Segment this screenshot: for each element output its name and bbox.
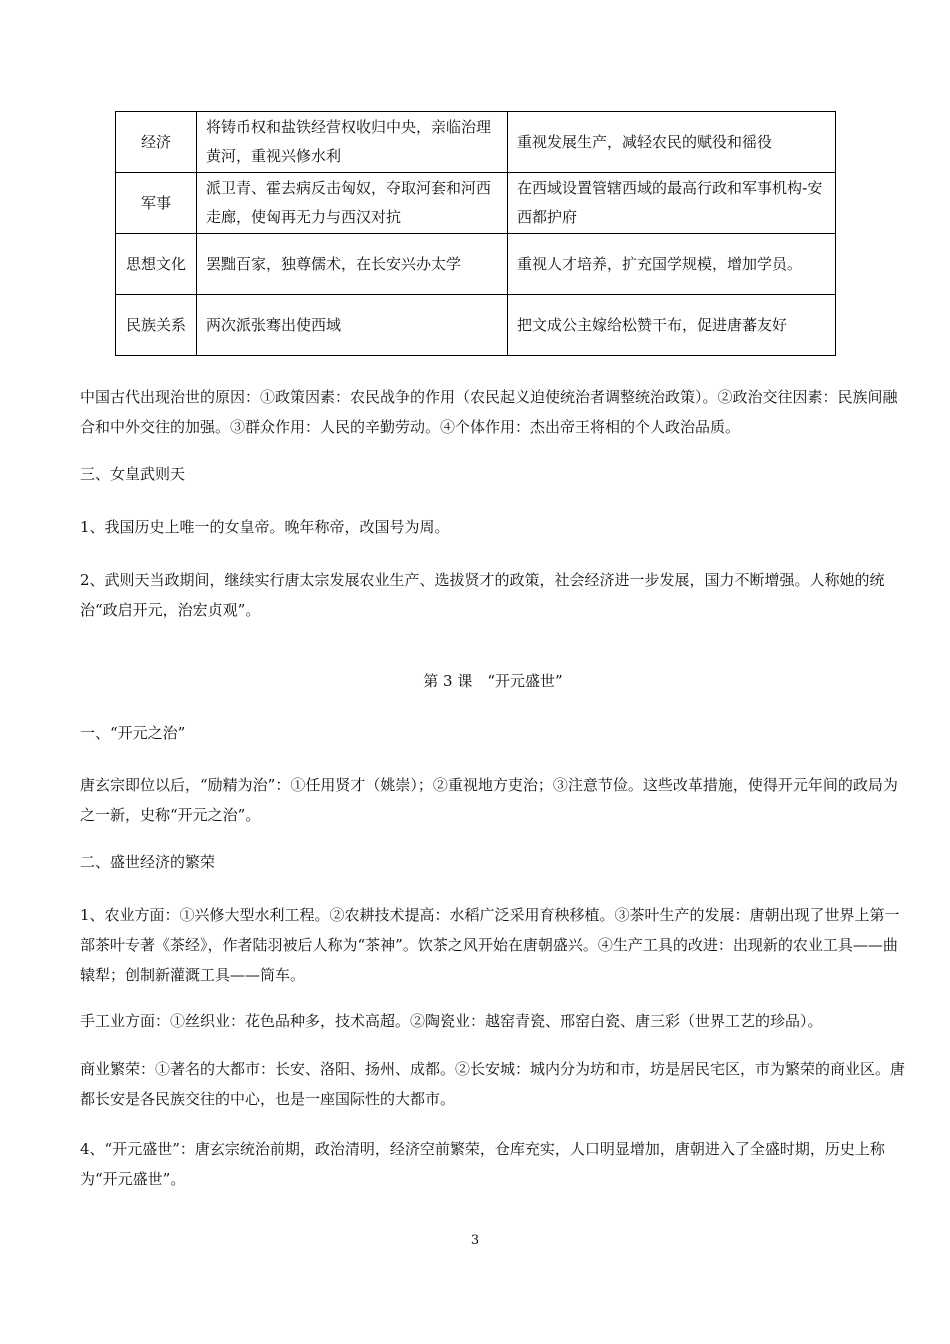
row-right-cell: 把文成公主嫁给松赞干布，促进唐蕃友好 (508, 295, 836, 356)
row-right-cell: 在西域设置管辖西域的最高行政和军事机构-安西都护府 (508, 173, 836, 234)
paragraph-wuzetian-2: 2、武则天当政期间，继续实行唐太宗发展农业生产、选拔贤才的政策，社会经济进一步发展，国力不断增强。人称她的统治“政启开元，治宏贞观”。 (80, 571, 885, 619)
table-row (116, 112, 836, 173)
row-right-cell: 重视人才培养，扩充国学规模，增加学员。 (508, 234, 836, 295)
row-left-cell: 罢黜百家，独尊儒术，在长安兴办太学 (197, 234, 508, 295)
section-heading-kaiyuan: 一、“开元之治” (80, 724, 186, 742)
lesson-title: 第 3 课 “开元盛世” (423, 672, 563, 690)
paragraph-agriculture: 1、农业方面：①兴修大型水利工程。②农耕技术提高：水稻广泛采用育秧移植。③茶叶生产的发展：唐朝出现了世界上第一部茶叶专著《茶经》，作者陆羽被后人称为“茶神”。饮茶之风开始在唐朝盛兴。④生产工具的改进：出现新的农业工具——曲辕犁；创制新灌溉工具——筒车。 (80, 906, 900, 984)
table-row (116, 295, 836, 356)
paragraph-kaiyuan-prosperity: 4、“开元盛世”：唐玄宗统治前期，政治清明，经济空前繁荣，仓库充实，人口明显增加，唐朝进入了全盛时期，历史上称为“开元盛世”。 (80, 1140, 885, 1188)
paragraph-kaiyuan: 唐玄宗即位以后，“励精为治”：①任用贤才（姚崇）；②重视地方吏治；③注意节俭。这些改革措施，使得开元年间的政局为之一新，史称“开元之治”。 (80, 776, 898, 824)
row-category: 经济 (116, 112, 197, 173)
paragraph-handicraft: 手工业方面：①丝织业：花色品种多，技术高超。②陶瓷业：越窑青瓷、邢窑白瓷、唐三彩（世界工艺的珍品）。 (80, 1012, 823, 1030)
row-left-cell: 派卫青、霍去病反击匈奴，夺取河套和河西走廊，使匈再无力与西汉对抗 (197, 173, 508, 234)
row-category: 思想文化 (116, 234, 197, 295)
paragraph-causes: 中国古代出现治世的原因：①政策因素：农民战争的作用（农民起义迫使统治者调整统治政策）。②政治交往因素：民族间融合和中外交往的加强。③群众作用：人民的辛勤劳动。④个体作用：杰出帝王将相的个人政治品质。 (80, 388, 898, 436)
page-number: 3 (470, 1233, 480, 1248)
row-category: 民族关系 (116, 295, 197, 356)
table-row (116, 234, 836, 295)
row-left-cell: 将铸币权和盐铁经营权收归中央，亲临治理黄河，重视兴修水利 (197, 112, 508, 173)
row-right-cell: 重视发展生产，减轻农民的赋役和徭役 (508, 112, 836, 173)
section-heading-economy: 二、盛世经济的繁荣 (80, 853, 216, 871)
paragraph-commerce: 商业繁荣：①著名的大都市：长安、洛阳、扬州、成都。②长安城：城内分为坊和市，坊是居民宅区，市为繁荣的商业区。唐都长安是各民族交往的中心，也是一座国际性的大都市。 (80, 1060, 906, 1108)
row-category: 军事 (116, 173, 197, 234)
comparison-table (115, 111, 836, 356)
row-left-cell: 两次派张骞出使西域 (197, 295, 508, 356)
section-heading-wuzetian: 三、女皇武则天 (80, 465, 186, 483)
paragraph-wuzetian-1: 1、我国历史上唯一的女皇帝。晚年称帝，改国号为周。 (80, 518, 450, 536)
table-row (116, 173, 836, 234)
